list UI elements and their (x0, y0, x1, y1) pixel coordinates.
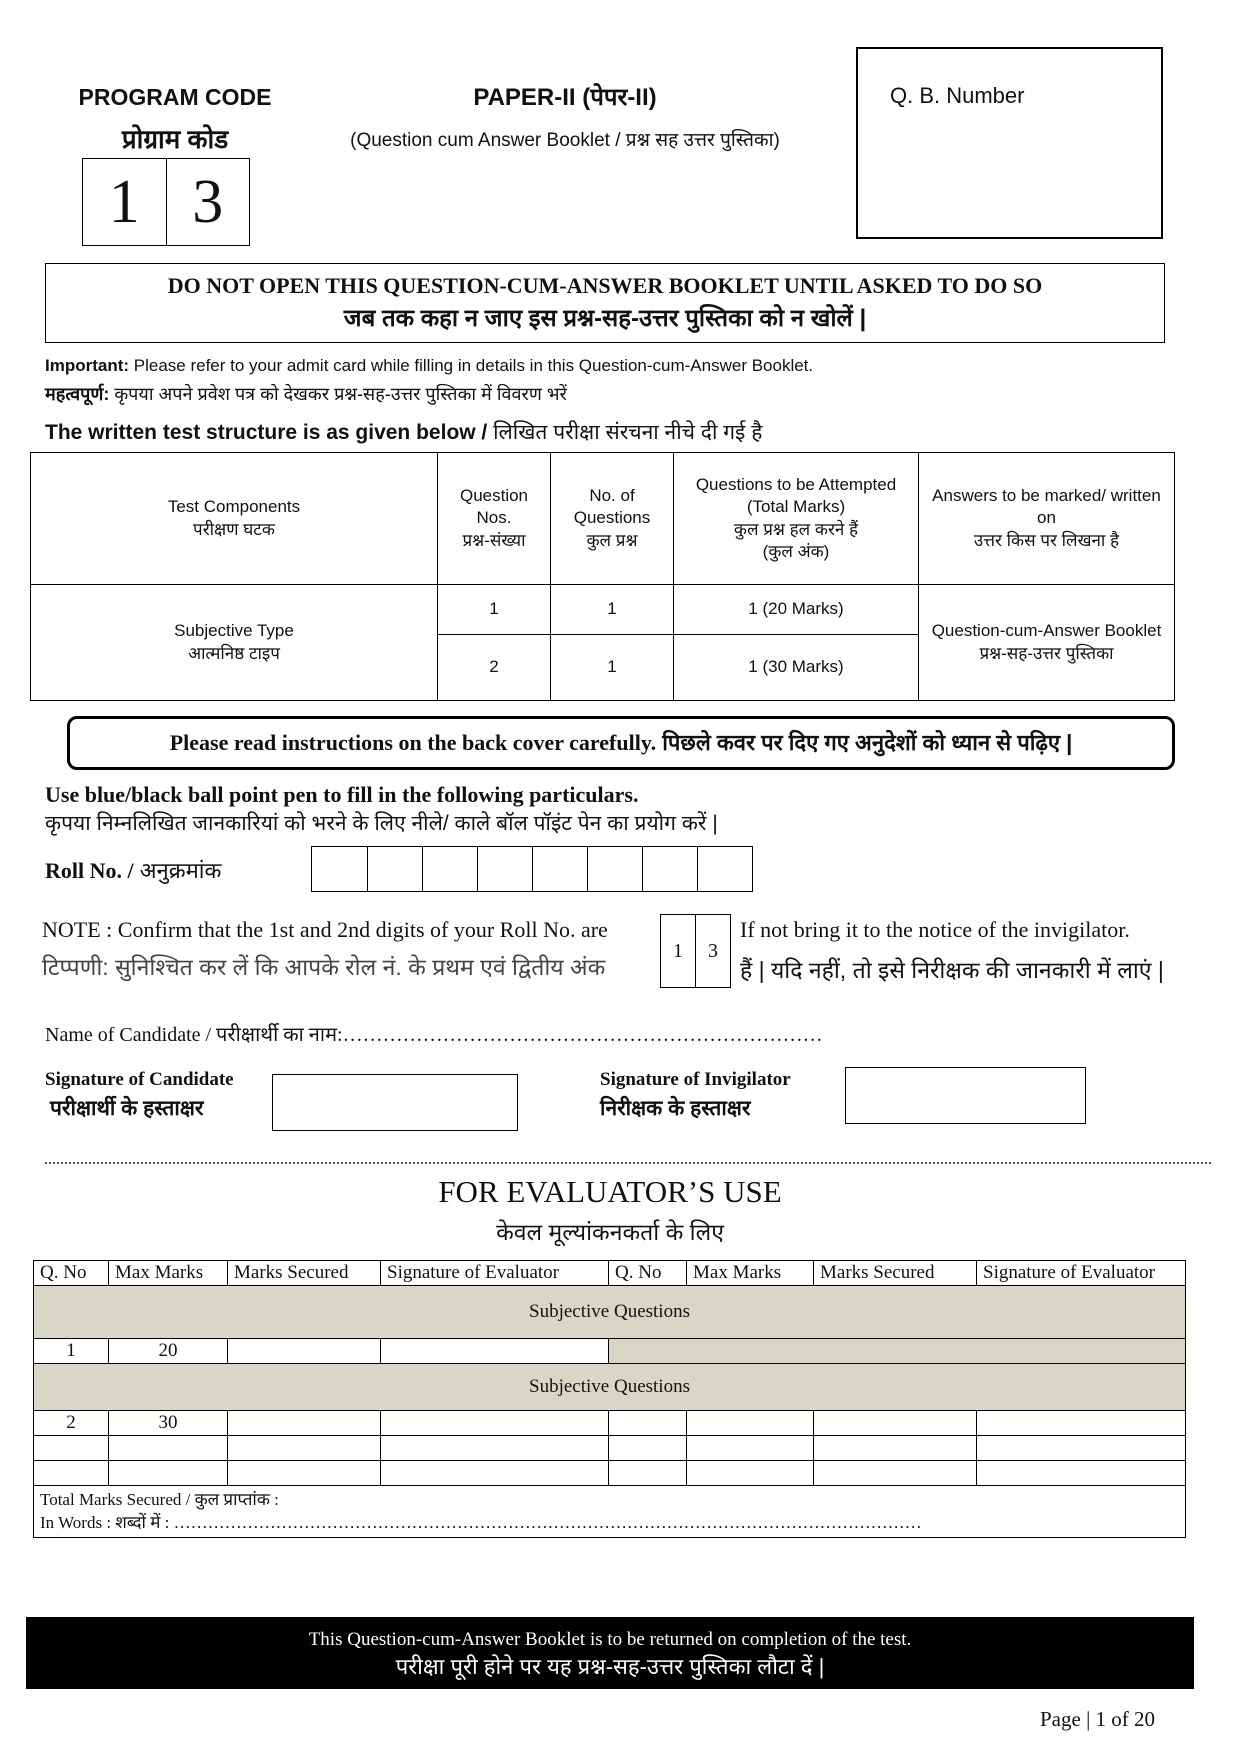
eval-cell[interactable] (228, 1461, 381, 1486)
eval-cell[interactable] (814, 1436, 977, 1461)
eval-cell[interactable] (34, 1461, 109, 1486)
header-test-components-hi: परीक्षण घटक (193, 519, 275, 539)
signature-candidate-label-hindi: परीक्षार्थी के हस्ताक्षर (50, 1097, 204, 1120)
eval-cell[interactable] (109, 1436, 228, 1461)
signature-candidate-label: Signature of Candidate (45, 1069, 234, 1090)
evaluator-table (33, 1260, 1186, 1538)
header-answers-on (919, 453, 1175, 585)
row1-qno: 1 (438, 585, 551, 635)
eval-cell[interactable] (687, 1436, 814, 1461)
eval-cell[interactable] (814, 1411, 977, 1436)
evaluator-header-row (34, 1261, 1186, 1286)
eval-row2-max: 30 (109, 1411, 228, 1436)
row2-attempt: 1 (30 Marks) (674, 635, 919, 701)
roll-no-digit-box[interactable] (532, 847, 587, 891)
roll-no-input-boxes[interactable] (311, 846, 753, 892)
program-code-boxes (82, 158, 250, 246)
eval-total-row (34, 1486, 1186, 1538)
important-text: Please refer to your admit card while filling in details in this Question-cum-Answer Booklet. (129, 356, 814, 375)
read-instructions-box (67, 716, 1175, 770)
important-note-hindi (45, 382, 567, 406)
return-booklet-footer (26, 1617, 1194, 1689)
row2-count: 1 (551, 635, 674, 701)
header-answers-on-hi: उत्तर किस पर लिखना है (973, 530, 1120, 550)
signature-candidate-box[interactable] (272, 1074, 518, 1131)
signature-invigilator-label: Signature of Invigilator (600, 1069, 791, 1090)
eval-cell[interactable] (381, 1461, 609, 1486)
candidate-name-field[interactable]: Name of Candidate / परीक्षार्थी का नाम:……………………………………………………………… (45, 1024, 823, 1046)
in-words-label: In Words : शब्दों में : …………………………………………………………………………………………………………………… (40, 1512, 922, 1532)
note-hindi: टिप्पणी: सुनिश्चित कर लें कि आपके रोल नं. के प्रथम एवं द्वितीय अंक (42, 954, 606, 980)
header-no-of-questions-hi: कुल प्रश्न (586, 530, 638, 550)
structure-title-hindi: लिखित परीक्षा संरचना नीचे दी गई है (487, 421, 763, 444)
eval-cell[interactable] (609, 1411, 687, 1436)
eval-cell[interactable] (977, 1411, 1186, 1436)
dotted-separator (45, 1162, 1211, 1164)
eval-row1-shaded (609, 1339, 1186, 1364)
roll-no-label (45, 855, 221, 885)
eval-header-signature: Signature of Evaluator (381, 1261, 609, 1286)
row1-attempt: 1 (20 Marks) (674, 585, 919, 635)
footer-hindi: परीक्षा पूरी होने पर यह प्रश्न-सह-उत्तर पुस्तिका लौटा दें | (395, 1654, 825, 1679)
eval-cell[interactable] (609, 1436, 687, 1461)
evaluator-title: FOR EVALUATOR’S USE (438, 1174, 782, 1209)
section-label: Subjective Questions (34, 1286, 1186, 1339)
eval-row1-marks-secured[interactable] (228, 1339, 381, 1364)
program-code-digit-2: 3 (166, 159, 250, 245)
important-text-hindi: कृपया अपने प्रवेश पत्र को देखकर प्रश्न-सह-उत्तर पुस्तिका में विवरण भरें (109, 384, 567, 404)
section-row (34, 1286, 1186, 1339)
roll-no-label-en: Roll No. / (45, 858, 134, 883)
eval-cell[interactable] (977, 1461, 1186, 1486)
eval-cell[interactable] (687, 1411, 814, 1436)
roll-no-digit-box[interactable] (367, 847, 422, 891)
eval-header-marks-secured-2: Marks Secured (814, 1261, 977, 1286)
paper-title: PAPER-II (पेपर-II) (473, 84, 657, 111)
qb-number-box[interactable] (856, 47, 1163, 239)
component-cell (31, 585, 438, 701)
header-to-be-attempted-hi2: (कुल अंक) (762, 541, 830, 561)
roll-no-digit-box[interactable] (642, 847, 697, 891)
program-code-label-hindi: प्रोग्राम कोड (121, 124, 229, 154)
header-to-be-attempted-hi: कुल प्रश्न हल करने हैं (733, 519, 859, 539)
answers-on-hi: प्रश्न-सह-उत्तर पुस्तिका (979, 643, 1114, 663)
eval-empty-row (34, 1436, 1186, 1461)
row2-qno: 2 (438, 635, 551, 701)
note-right-hindi: हैं | यदि नहीं, तो इसे निरीक्षक की जानकारी में लाएं | (740, 957, 1164, 983)
note-digit-boxes (660, 914, 731, 988)
paper-subtitle: (Question cum Answer Booklet / प्रश्न सह उत्तर पुस्तिका) (350, 130, 780, 151)
roll-no-label-hi: अनुक्रमांक (133, 858, 222, 883)
important-note-english (45, 356, 813, 376)
answers-on-cell (919, 585, 1175, 701)
header-to-be-attempted-en: Questions to be Attempted (Total Marks) (695, 475, 897, 517)
eval-header-max-marks-2: Max Marks (687, 1261, 814, 1286)
evaluator-title-hindi: केवल मूल्यांकनकर्ता के लिए (496, 1219, 724, 1245)
eval-header-qno-2: Q. No (609, 1261, 687, 1286)
roll-no-digit-box[interactable] (312, 847, 367, 891)
program-code-label: PROGRAM CODE (78, 84, 272, 110)
structure-header-row (31, 453, 1175, 585)
signature-invigilator-box[interactable] (845, 1067, 1086, 1124)
pen-instruction-english: Use blue/black ball point pen to fill in the following particulars. (45, 782, 639, 807)
eval-row1-max: 20 (109, 1339, 228, 1364)
answers-on-en: Question-cum-Answer Booklet (931, 621, 1162, 641)
structure-row-1 (31, 585, 1175, 635)
component-en: Subjective Type (174, 621, 294, 641)
warning-english: DO NOT OPEN THIS QUESTION-CUM-ANSWER BOOKLET UNTIL ASKED TO DO SO (167, 273, 1043, 298)
roll-no-digit-box[interactable] (587, 847, 642, 891)
header-question-nos-hi: प्रश्न-संख्या (462, 530, 526, 550)
component-hi: आत्मनिष्ठ टाइप (188, 643, 280, 663)
header-test-components (31, 453, 438, 585)
pen-instruction-hindi: कृपया निम्नलिखित जानकारियां को भरने के लिए नीले/ काले बॉल पॉइंट पेन का प्रयोग करें | (45, 812, 718, 835)
section-label: Subjective Questions (34, 1364, 1186, 1411)
header-no-of-questions (551, 453, 674, 585)
program-code-digit-1: 1 (108, 167, 140, 236)
footer-english: This Question-cum-Answer Booklet is to be returned on completion of the test. (308, 1629, 912, 1650)
total-marks-label: Total Marks Secured / कुल प्राप्तांक : (40, 1490, 279, 1509)
structure-title (45, 418, 762, 446)
eval-header-marks-secured: Marks Secured (228, 1261, 381, 1286)
eval-cell[interactable] (609, 1461, 687, 1486)
row1-count: 1 (551, 585, 674, 635)
eval-cell[interactable] (228, 1436, 381, 1461)
roll-no-digit-box[interactable] (477, 847, 532, 891)
roll-no-digit-box[interactable] (697, 847, 752, 891)
eval-cell[interactable] (228, 1411, 381, 1436)
note-right-english: If not bring it to the notice of the invigilator. (740, 917, 1130, 942)
eval-header-qno: Q. No (34, 1261, 109, 1286)
note-digit-2: 3 (695, 915, 730, 987)
important-label-hindi: महत्वपूर्ण: (45, 384, 110, 404)
header-question-nos-en: Question Nos. (459, 486, 529, 528)
header-no-of-questions-en: No. of Questions (573, 486, 651, 528)
eval-row1-qno: 1 (34, 1339, 109, 1364)
eval-header-max-marks: Max Marks (109, 1261, 228, 1286)
header-test-components-en: Test Components (167, 497, 301, 517)
roll-no-digit-box[interactable] (422, 847, 477, 891)
qb-number-label: Q. B. Number (890, 83, 1025, 108)
page-number: Page | 1 of 20 (1040, 1707, 1156, 1731)
eval-cell[interactable] (687, 1461, 814, 1486)
note-digit-1: 1 (673, 939, 683, 962)
eval-row1-signature[interactable] (381, 1339, 609, 1364)
eval-cell[interactable] (381, 1436, 609, 1461)
instructions-english: Please read instructions on the back cover carefully. (169, 730, 657, 755)
eval-cell[interactable] (109, 1461, 228, 1486)
note-english: NOTE : Confirm that the 1st and 2nd digits of your Roll No. are (42, 917, 608, 942)
header-to-be-attempted (674, 453, 919, 585)
warning-hindi: जब तक कहा न जाए इस प्रश्न-सह-उत्तर पुस्तिका को न खोलें | (343, 305, 867, 332)
important-label: Important: (45, 356, 130, 375)
eval-row-2 (34, 1411, 1186, 1436)
eval-row-1 (34, 1339, 1186, 1364)
header-question-nos (438, 453, 551, 585)
signature-invigilator-label-hindi: निरीक्षक के हस्ताक्षर (600, 1097, 751, 1120)
structure-title-english: The written test structure is as given below / (45, 421, 488, 444)
header-answers-on-en: Answers to be marked/ written on (932, 486, 1161, 528)
instructions-hindi: पिछले कवर पर दिए गए अनुदेशों को ध्यान से पढ़िए | (656, 730, 1073, 755)
eval-row2-qno: 2 (34, 1411, 109, 1436)
eval-cell[interactable] (381, 1411, 609, 1436)
section-row (34, 1364, 1186, 1411)
eval-cell[interactable] (977, 1436, 1186, 1461)
eval-empty-row (34, 1461, 1186, 1486)
test-structure-table (30, 452, 1175, 701)
do-not-open-warning (45, 263, 1165, 343)
eval-cell[interactable] (814, 1461, 977, 1486)
eval-header-signature-2: Signature of Evaluator (977, 1261, 1186, 1286)
eval-cell[interactable] (34, 1436, 109, 1461)
total-marks-cell[interactable] (34, 1486, 1186, 1538)
